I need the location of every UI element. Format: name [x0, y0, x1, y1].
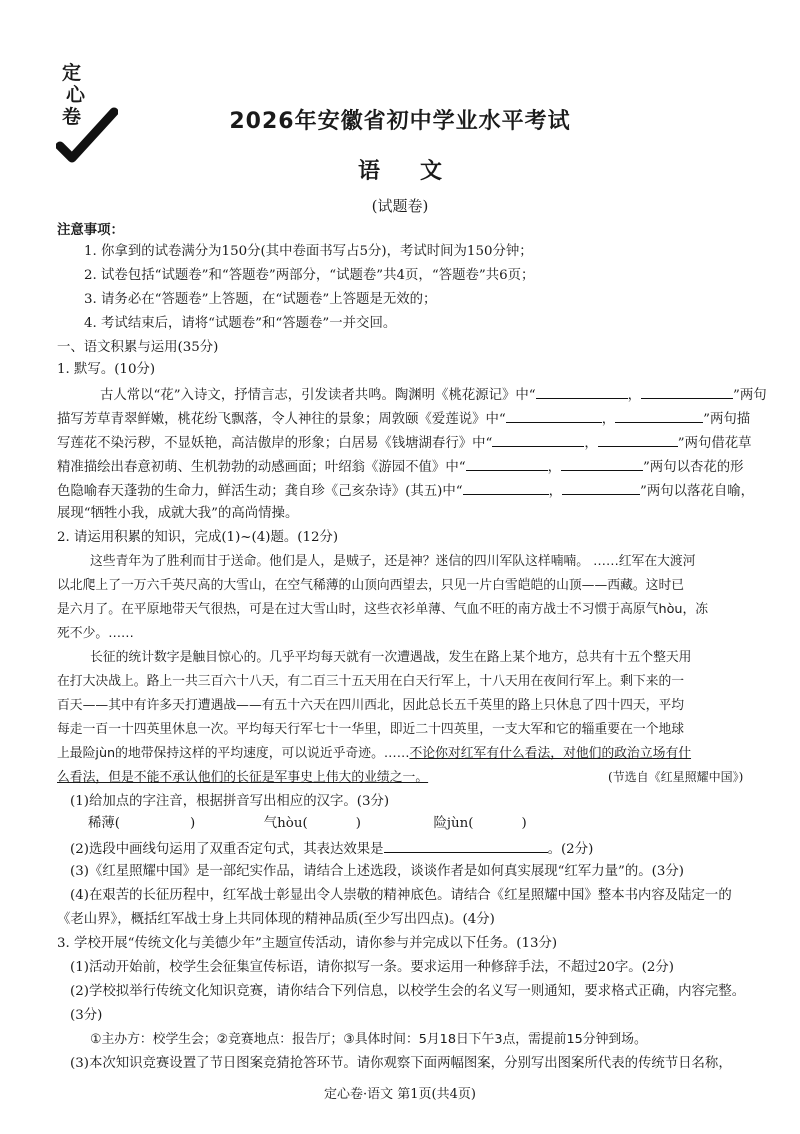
- pinyin-row: [88, 816, 527, 832]
- answer-blank[interactable]: [562, 482, 640, 495]
- q1-line: [57, 434, 752, 452]
- question-text: (2)选段中画线句运用了双重否定句式，其表达效果是: [70, 842, 384, 857]
- question-text: 。(2分): [547, 842, 594, 857]
- passage-line: 百天——其中有许多天打遭遇战——有五十六天在四川西北，因此总长五千英里的路上只休息了四十四天，平均: [57, 698, 685, 713]
- q1-text: 色隐喻春天蓬勃的生命力，鲜活生动；龚自珍《己亥杂诗》(其五)中“: [57, 484, 463, 499]
- answer-blank[interactable]: [536, 386, 628, 399]
- q1-text: 精准描绘出春意初萌、生机勃勃的动感画面；叶绍翁《游园不值》中“: [57, 460, 466, 475]
- page-footer: 定心卷·语文 第1页(共4页): [324, 1087, 476, 1102]
- section-heading: 一、语文积累与运用(35分): [57, 340, 219, 355]
- q1-text: ”两句借花草: [677, 436, 752, 451]
- q1-line: [57, 458, 744, 476]
- answer-blank[interactable]: [384, 840, 548, 853]
- question-title: 2. 请运用积累的知识，完成(1)~(4)题。(12分): [57, 530, 339, 545]
- stamp-char-3: 卷: [62, 106, 82, 128]
- q1-text: ”两句描: [703, 412, 751, 427]
- q1-line: [57, 482, 754, 500]
- stamp-char-2: 心: [66, 84, 86, 106]
- q1-text: ，: [584, 436, 598, 451]
- passage-line: 死不少。……: [57, 626, 134, 641]
- q1-text: ，: [601, 412, 616, 427]
- sub-question: (2)学校拟举行传统文化知识竞赛，请你结合下列信息，以校学生会的名义写一则通知，要求格式正确，内容完整。: [70, 984, 746, 999]
- q1-text: 古人常以“花”入诗文，抒情言志，引发读者共鸣。陶渊明《桃花源记》中“: [100, 388, 536, 403]
- q1-text: ，: [548, 484, 563, 499]
- passage-line: 以北爬上了一万六千英尺高的大雪山，在空气稀薄的山顶向西望去，只见一片白雪皑皑的山顶——西藏。这时已: [57, 578, 685, 593]
- notice-item: 3. 请务必在“答题卷”上答题，在“试题卷”上答题是无效的；: [84, 292, 437, 307]
- answer-blank[interactable]: [463, 482, 549, 495]
- q1-text: ”两句: [733, 388, 767, 403]
- question-title: 1. 默写。(10分): [57, 362, 156, 377]
- q1-text: ”两句以落花自喻，: [640, 484, 754, 499]
- passage-line: [57, 770, 428, 785]
- q1-line: 展现“牺牲小我，成就大我”的高尚情操。: [57, 506, 299, 521]
- q1-text: ”两句以杏花的形: [642, 460, 744, 475]
- sub-question: (1)活动开始前，校学生会征集宣传标语，请你拟写一条。要求运用一种修辞手法，不超过20字。(2分): [70, 960, 674, 975]
- answer-blank[interactable]: [641, 386, 733, 399]
- stamp-char-1: 定: [62, 62, 82, 84]
- passage-line: 在打大决战上。路上一共三百六十八天，有二百三十五天用在白天行军上，十八天用在夜间行军上。剩下来的一: [57, 674, 685, 689]
- sub-question: (3)《红星照耀中国》是一部纪实作品，请结合上述选段，谈谈作者是如何真实展现“红军力量”的。(3分): [70, 864, 685, 879]
- underlined-sentence: 么看法，但是不能不承认他们的长征是军事史上伟大的业绩之一。: [57, 770, 429, 785]
- passage-text: 上最险jùn的地带保持这样的平均速度，可以说近乎奇迹。: [57, 746, 384, 761]
- answer-blank[interactable]: [598, 434, 678, 447]
- passage-line: 每走一百一十四英里休息一次。平均每天行军七十一华里，即近二十四英里，一支大军和它的辎重要在一个地球: [57, 722, 685, 737]
- word-item: ): [355, 816, 361, 831]
- sub-question: (3分): [70, 1008, 103, 1023]
- exam-subject: 语文: [357, 159, 482, 184]
- answer-blank[interactable]: [506, 410, 602, 423]
- notice-heading: 注意事项：: [57, 222, 124, 238]
- paper-type: (试题卷): [371, 197, 429, 215]
- q1-line: [100, 386, 767, 404]
- notice-info: ①主办方：校学生会；②竞赛地点：报告厅；③具体时间：5月18日下午3点，需提前15分钟到场。: [90, 1032, 647, 1047]
- sub-question: (3)本次知识竞赛设置了节日图案竞猜抢答环节。请你观察下面两幅图案，分别写出图案所代表的传统节日名称，: [70, 1056, 732, 1071]
- word-item: 气hòu(: [263, 816, 308, 831]
- answer-blank[interactable]: [466, 458, 548, 471]
- passage-source: (节选自《红星照耀中国》): [608, 770, 744, 784]
- notice-item: 1. 你拿到的试卷满分为150分(其中卷面书写占5分)，考试时间为150分钟；: [84, 244, 533, 259]
- notice-item: 2. 试卷包括“试题卷”和“答题卷”两部分，“试题卷”共4页，“答题卷”共6页；: [84, 268, 535, 283]
- word-item: ): [521, 816, 527, 831]
- sub-question: [70, 840, 593, 858]
- sub-question: (4)在艰苦的长征历程中，红军战士彰显出令人崇敬的精神底色。请结合《红星照耀中国》整本书内容及陆定一的: [70, 888, 732, 903]
- exam-title: 2026年安徽省初中学业水平考试: [229, 109, 571, 134]
- notice-item: 4. 考试结束后，请将“试题卷”和“答题卷”一并交回。: [84, 316, 397, 331]
- q1-text: ，: [627, 388, 642, 403]
- passage-text: ……: [383, 746, 410, 761]
- word-item: ): [190, 816, 196, 831]
- passage-line: 这些青年为了胜利而甘于送命。他们是人，是贼子，还是神？迷信的四川军队这样喃喃。 ……红军在大渡河: [90, 554, 696, 569]
- underlined-sentence: 不论你对红军有什么看法，对他们的政治立场有什: [409, 746, 692, 761]
- q1-text: 写莲花不染污秽，不显妖艳，高洁傲岸的形象；白居易《钱塘湖春行》中“: [57, 436, 493, 451]
- sub-question: (1)给加点的字注音，根据拼音写出相应的汉字。(3分): [70, 794, 390, 809]
- passage-line: 长征的统计数字是触目惊心的。几乎平均每天就有一次遭遇战，发生在路上某个地方，总共有十五个整天用: [90, 650, 692, 665]
- answer-blank[interactable]: [561, 458, 643, 471]
- answer-blank[interactable]: [615, 410, 703, 423]
- passage-line: [57, 746, 691, 761]
- question-title: 3. 学校开展“传统文化与美德少年”主题宣传活动，请你参与并完成以下任务。(13分): [57, 936, 558, 951]
- sub-question: 《老山界》，概括红军战士身上共同体现的精神品质(至少写出四点)。(4分): [57, 912, 495, 927]
- q1-line: [57, 410, 750, 428]
- answer-blank[interactable]: [492, 434, 584, 447]
- q1-text: 描写芳草青翠鲜嫩，桃花纷飞飘落，令人神往的景象；周敦颐《爱莲说》中“: [57, 412, 506, 427]
- q1-text: ，: [547, 460, 561, 475]
- word-item: 稀薄(: [88, 816, 121, 831]
- word-item: 险jùn(: [433, 816, 474, 831]
- passage-line: 是六月了。在平原地带天气很热，可是在过大雪山时，这些衣衫单薄、气血不旺的南方战士不习惯于高原气hòu，冻: [57, 602, 709, 617]
